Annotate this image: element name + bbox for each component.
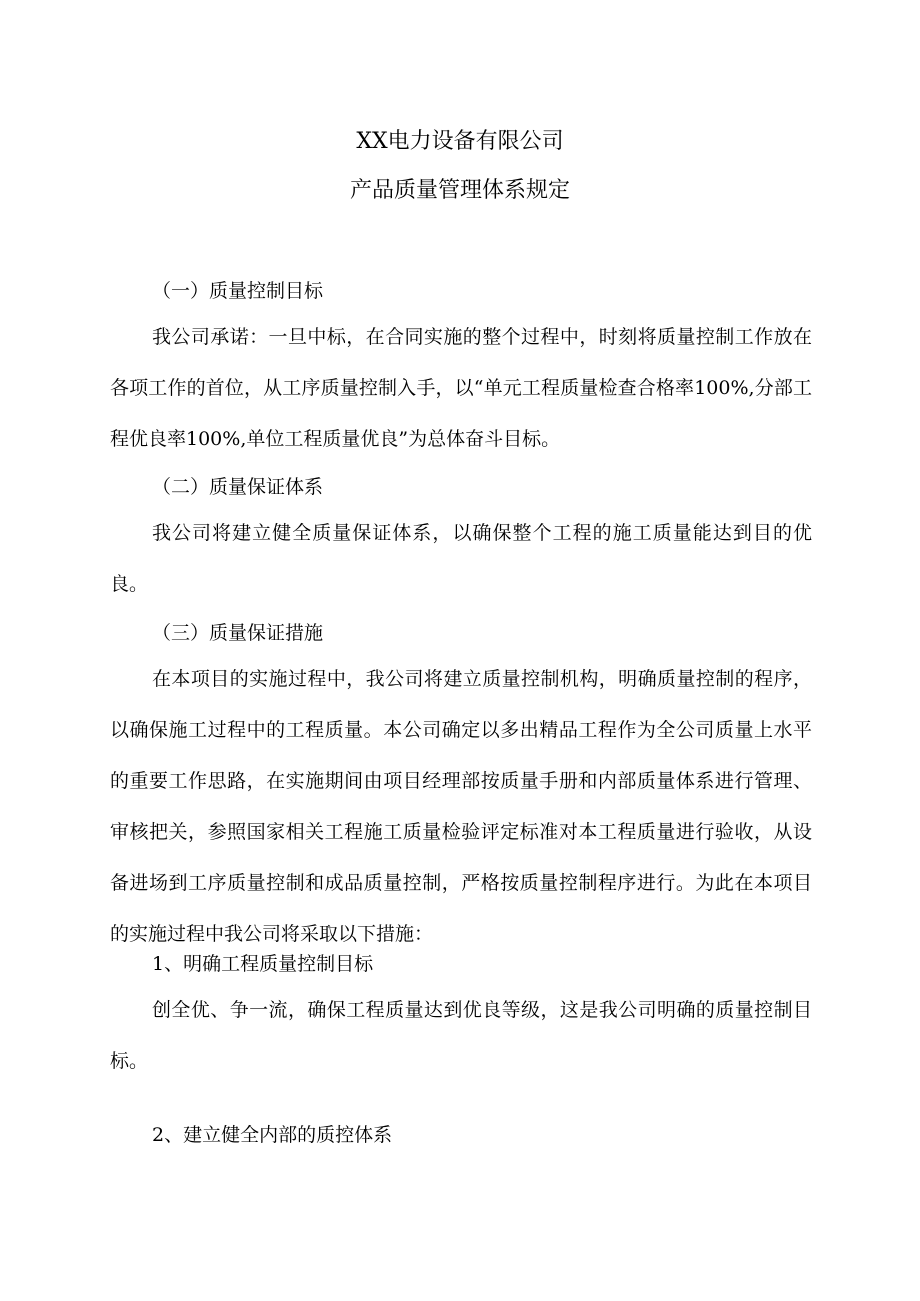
section-2-body: 我公司将建立健全质量保证体系，以确保整个工程的施工质量能达到目的优良。 [110,522,812,595]
section-3-heading: （三）质量保证措施 [152,622,324,644]
section-2-heading: （二）质量保证体系 [152,476,324,498]
section-3-body: 在本项目的实施过程中，我公司将建立质量控制机构，明确质量控制的程序，以确保施工过程中的工程质量。本公司确定以多出精品工程作为全公司质量上水平的重要工作思路，在实施期间由项目经理部按质量手册和内部质量体系进行管理、审核把关，参照国家相关工程施工质量检验评定标准对本工程质量进行验收，从设备进场到工序质量控制和成品质量控制，严格按质量控制程序进行。为此在本项目的实施过程中我公司将采取以下措施： [110,668,812,945]
company-title: XX电力设备有限公司 [356,129,564,154]
subsection-1-body: 创全优、争一流，确保工程质量达到优良等级，这是我公司明确的质量控制目标。 [110,999,812,1072]
section-1-heading: （一）质量控制目标 [152,280,324,302]
subsection-1-heading: 1、明确工程质量控制目标 [152,953,374,975]
section-1-body: 我公司承诺：一旦中标，在合同实施的整个过程中，时刻将质量控制工作放在各项工作的首位，从工序质量控制入手，以“单元工程质量检查合格率100%,分部工程优良率100%,单位工程质量优良”为总体奋斗目标。 [110,326,812,450]
subsection-2-heading: 2、建立健全内部的质控体系 [152,1124,393,1146]
document-title: 产品质量管理体系规定 [349,178,570,203]
